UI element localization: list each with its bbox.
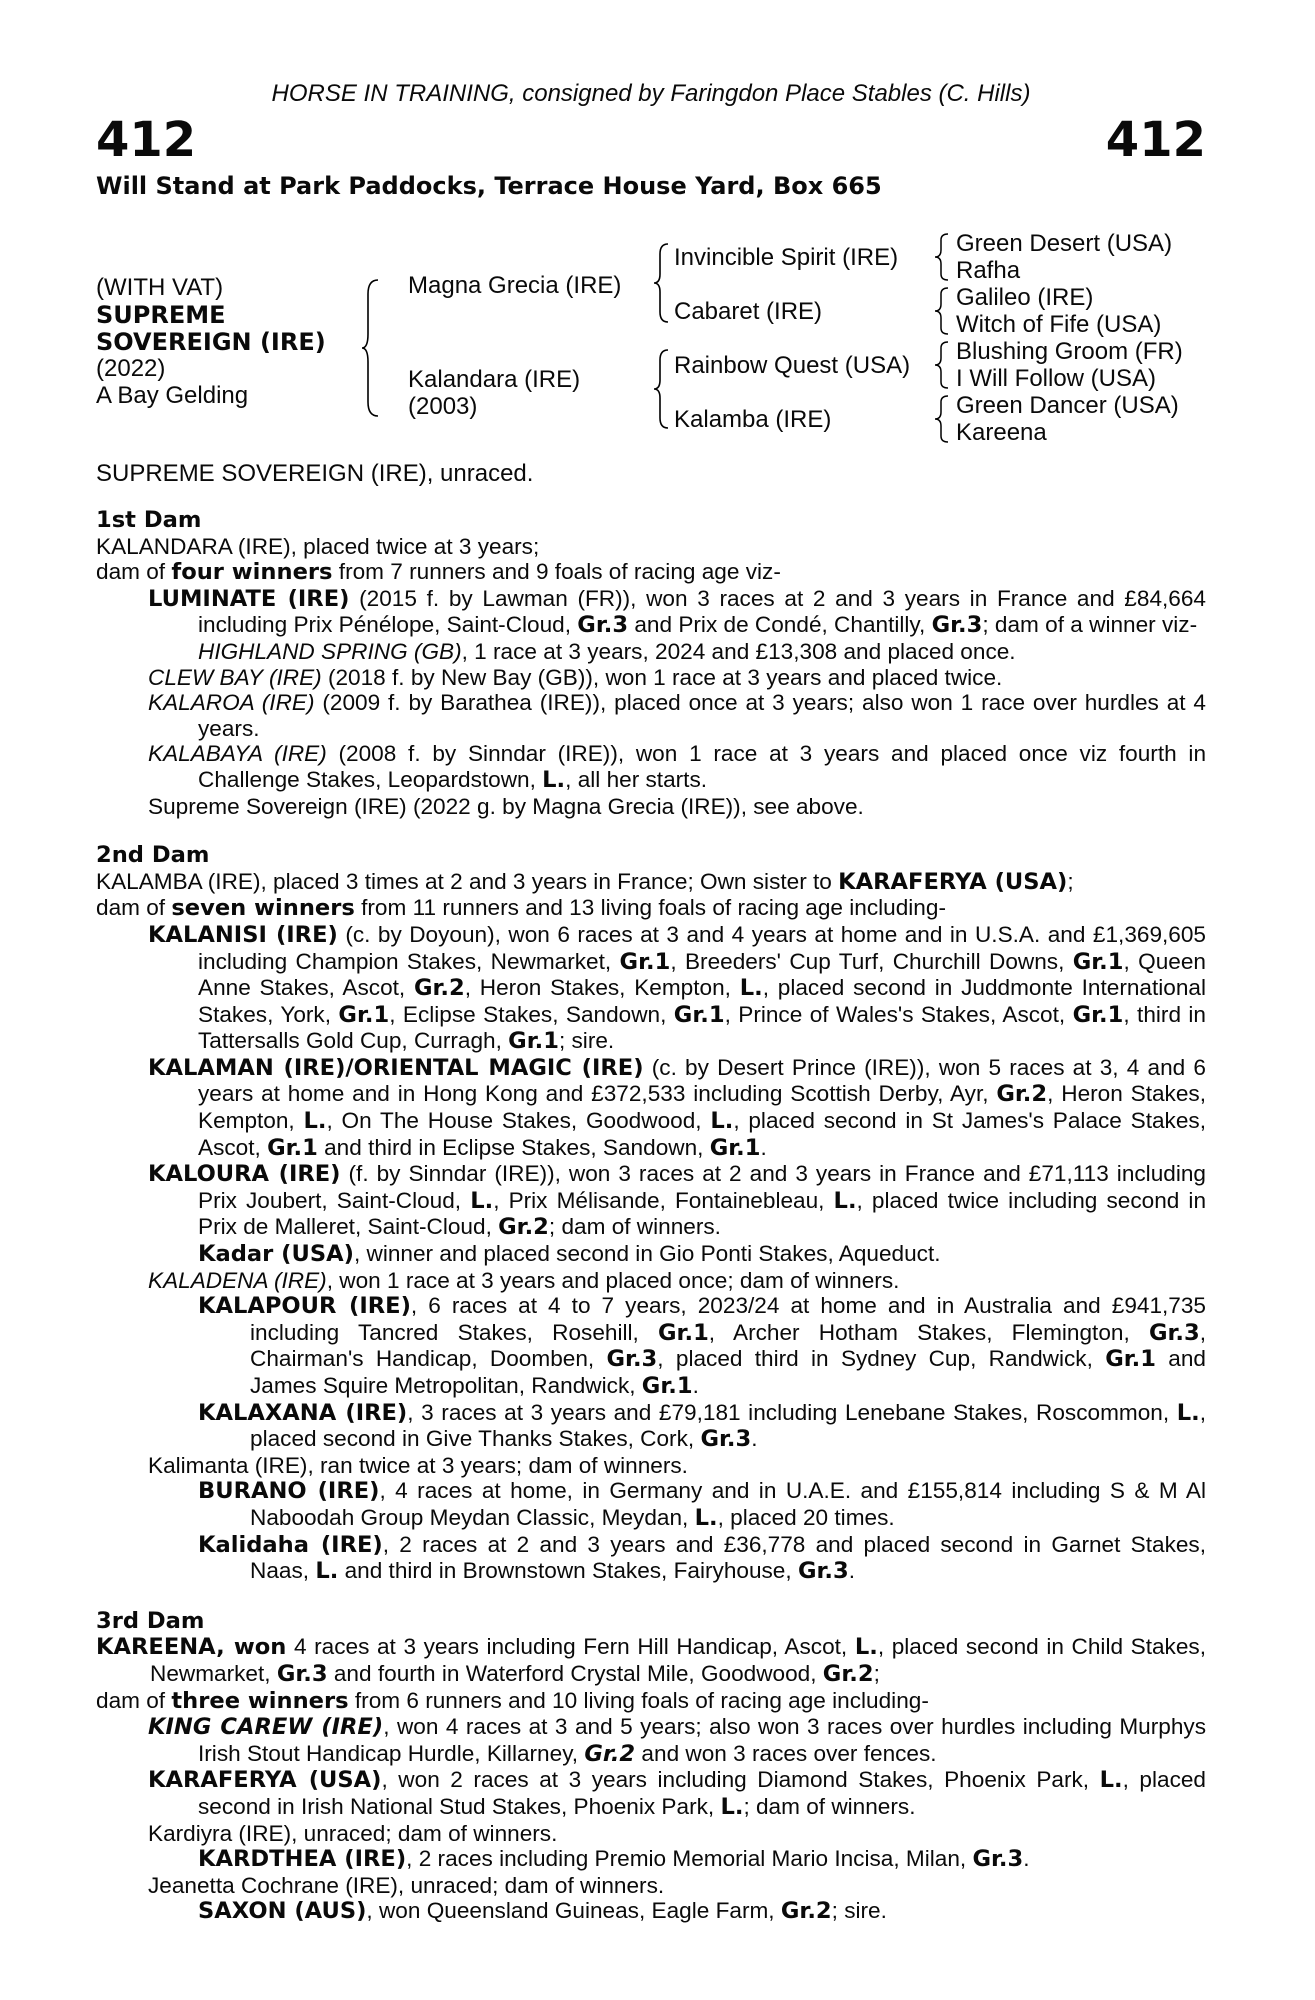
- kalidaha-entry: Kalidaha (IRE), 2 races at 2 and 3 years and £36,778 and placed second in Garnet Stakes, Naas, L. and third in Brownstown Stakes, Fairyhouse, Gr.3.: [198, 1531, 1206, 1585]
- pedigree-table: [96, 206, 1206, 496]
- second-dam-heading: 2nd Dam: [96, 842, 210, 869]
- grandsire-4: Green Dancer (USA): [956, 392, 1179, 419]
- third-dam-line: KAREENA, won 4 races at 3 years including Fern Hill Handicap, Ascot, L., placed second in Child Stakes, Newmarket, Gr.3 and fourth in Waterford Crystal Mile, Goodwood, Gr.2;: [96, 1634, 1206, 1687]
- kalapour-entry: KALAPOUR (IRE), 6 races at 4 to 7 years, 2023/24 at home and in Australia and £941,735 including Tancred Stakes, Rosehill, Gr.1, Archer Hotham Stakes, Flemington, Gr.3, Chairman's Handicap, Doomben, Gr.3, placed third in Sydney Cup, Randwick, Gr.1 and James Squire Metropolitan, Randwick, Gr.1.: [198, 1293, 1207, 1399]
- kalanisi-entry: KALANISI (IRE) (c. by Doyoun), won 6 races at 3 and 4 years at home and in U.S.A. and £1,369,605 including Champion Stakes, Newmarket, Gr.1, Breeders' Cup Turf, Churchill Downs, Gr.1, Queen Anne Stakes, Ascot, Gr.2, Heron Stakes, Kempton, L., placed second in Juddmonte International Stakes, York, Gr.1, Eclipse Stakes, Sandown, Gr.1, Prince of Wales's Stakes, Ascot, Gr.1, third in Tattersalls Gold Cup, Curragh, Gr.1; sire.: [148, 921, 1207, 1055]
- horse-name-line1: SUPREME: [96, 301, 226, 329]
- vat-note: (WITH VAT): [96, 274, 224, 301]
- sire-sire: Invincible Spirit (IRE): [674, 244, 899, 271]
- granddam-1: Rafha: [956, 257, 1021, 284]
- third-dam-produce: dam of three winners from 6 runners and 10 living foals of racing age including-: [96, 1687, 929, 1714]
- granddam-4: Kareena: [956, 419, 1047, 446]
- brace-g1: [934, 232, 952, 282]
- kadar-entry: Kadar (USA), winner and placed second in Gio Ponti Stakes, Aqueduct.: [198, 1241, 941, 1268]
- pedigree-notes: [96, 508, 1206, 1925]
- kalimanta-entry: Kalimanta (IRE), ran twice at 3 years; dam of winners.: [148, 1452, 688, 1478]
- grandsire-1: Green Desert (USA): [956, 230, 1173, 257]
- kaloura-entry: KALOURA (IRE) (f. by Sinndar (IRE)), won 3 races at 2 and 3 years in France and £71,113 including Prix Joubert, Saint-Cloud, L., Prix Mélisande, Fontainebleau, L., placed twice including second in Prix de Malleret, Saint-Cloud, Gr.2; dam of winners.: [148, 1161, 1207, 1241]
- luminate-entry: LUMINATE (IRE) (2015 f. by Lawman (FR)), won 3 races at 2 and 3 years in France and £84,664 including Prix Pénélope, Saint-Cloud, Gr.3 and Prix de Condé, Chantilly, Gr.3; dam of a winner viz-: [148, 585, 1206, 639]
- second-dam-line: KALAMBA (IRE), placed 3 times at 2 and 3 years in France; Own sister to KARAFERYA (USA);: [96, 868, 1074, 895]
- kardiyra-entry: Kardiyra (IRE), unraced; dam of winners.: [148, 1820, 558, 1846]
- king-carew-entry: KING CAREW (IRE), won 4 races at 3 and 5 years; also won 3 races over hurdles including Murphys Irish Stout Handicap Hurdle, Killarney, Gr.2 and won 3 races over fences.: [148, 1714, 1206, 1767]
- stabling-line: Will Stand at Park Paddocks, Terrace House Yard, Box 665: [96, 172, 882, 200]
- saxon-entry: SAXON (AUS), won Queensland Guineas, Eagle Farm, Gr.2; sire.: [198, 1898, 887, 1925]
- clew-entry: CLEW BAY (IRE) (2018 f. by New Bay (GB)), won 1 race at 3 years and placed twice.: [148, 664, 1003, 690]
- first-dam-heading: 1st Dam: [96, 507, 202, 533]
- kalabaya-entry: KALABAYA (IRE) (2008 f. by Sinndar (IRE)), won 1 race at 3 years and placed once viz fourth in Challenge Stakes, Leopardstown, L., all her starts.: [148, 741, 1207, 793]
- kalaxana-entry: KALAXANA (IRE), 3 races at 3 years and £79,181 including Lenebane Stakes, Roscommon, L., placed second in Give Thanks Stakes, Cork, Gr.3.: [198, 1399, 1207, 1453]
- first-dam-line: KALANDARA (IRE), placed twice at 3 years;: [96, 533, 540, 559]
- first-dam-produce: dam of four winners from 7 runners and 9 foals of racing age viz-: [96, 559, 781, 586]
- dam-sire: Rainbow Quest (USA): [674, 352, 911, 379]
- karaferya-entry: KARAFERYA (USA), won 2 races at 3 years including Diamond Stakes, Phoenix Park, L., placed second in Irish National Stud Stakes, Phoenix Park, L.; dam of winners.: [148, 1767, 1206, 1820]
- horse-year: (2022): [96, 355, 166, 382]
- brace-g2: [934, 286, 952, 336]
- supreme-entry: Supreme Sovereign (IRE) (2022 g. by Magna Grecia (IRE)), see above.: [148, 793, 864, 819]
- summary-line: SUPREME SOVEREIGN (IRE), unraced.: [96, 460, 534, 487]
- dam-dam: Kalamba (IRE): [674, 406, 832, 433]
- sire-dam: Cabaret (IRE): [674, 298, 823, 325]
- brace-main: [362, 278, 384, 418]
- kaladena-entry: KALADENA (IRE), won 1 race at 3 years and placed once; dam of winners.: [148, 1267, 900, 1293]
- second-dam-produce: dam of seven winners from 11 runners and 13 living foals of racing age including-: [96, 895, 946, 922]
- horse-name-line2: SOVEREIGN (IRE): [96, 328, 326, 356]
- highland-entry: HIGHLAND SPRING (GB), 1 race at 3 years, 2024 and £13,308 and placed once.: [198, 638, 1016, 664]
- kalaroa-entry: KALAROA (IRE) (2009 f. by Barathea (IRE)), placed once at 3 years; also won 1 race over hurdles at 4 years.: [148, 690, 1206, 741]
- grandsire-2: Galileo (IRE): [956, 284, 1094, 311]
- granddam-2: Witch of Fife (USA): [956, 311, 1162, 338]
- third-dam-heading: 3rd Dam: [96, 1607, 205, 1634]
- kardthea-entry: KARDTHEA (IRE), 2 races including Premio Memorial Mario Incisa, Milan, Gr.3.: [198, 1846, 1030, 1873]
- consignor-line: HORSE IN TRAINING, consigned by Faringdon Place Stables (C. Hills): [271, 80, 1031, 107]
- jeanetta-entry: Jeanetta Cochrane (IRE), unraced; dam of winners.: [148, 1872, 665, 1898]
- kalaman-entry: KALAMAN (IRE)/ORIENTAL MAGIC (IRE) (c. by Desert Prince (IRE)), won 5 races at 3, 4 and 6 years at home and in Hong Kong and £372,533 including Scottish Derby, Ayr, Gr.2, Heron Stakes, Kempton, L., On The House Stakes, Goodwood, L., placed second in St James's Palace Stakes, Ascot, Gr.1 and third in Eclipse Stakes, Sandown, Gr.1.: [148, 1054, 1206, 1161]
- burano-entry: BURANO (IRE), 4 races at home, in Germany and in U.A.E. and £155,814 including S & M Al Naboodah Group Meydan Classic, Meydan, L., placed 20 times.: [198, 1478, 1207, 1531]
- granddam-3: I Will Follow (USA): [956, 365, 1157, 392]
- grandsire-3: Blushing Groom (FR): [956, 338, 1183, 365]
- dam: Kalandara (IRE): [408, 366, 581, 393]
- sire: Magna Grecia (IRE): [408, 272, 622, 299]
- dam-year: (2003): [408, 393, 478, 420]
- lot-number-right: 412: [1105, 112, 1206, 168]
- brace-g4: [934, 394, 952, 444]
- brace-dam: [654, 348, 674, 430]
- lot-number-left: 412: [96, 112, 197, 168]
- brace-g3: [934, 340, 952, 390]
- horse-description: A Bay Gelding: [96, 382, 249, 409]
- brace-sire: [654, 242, 674, 324]
